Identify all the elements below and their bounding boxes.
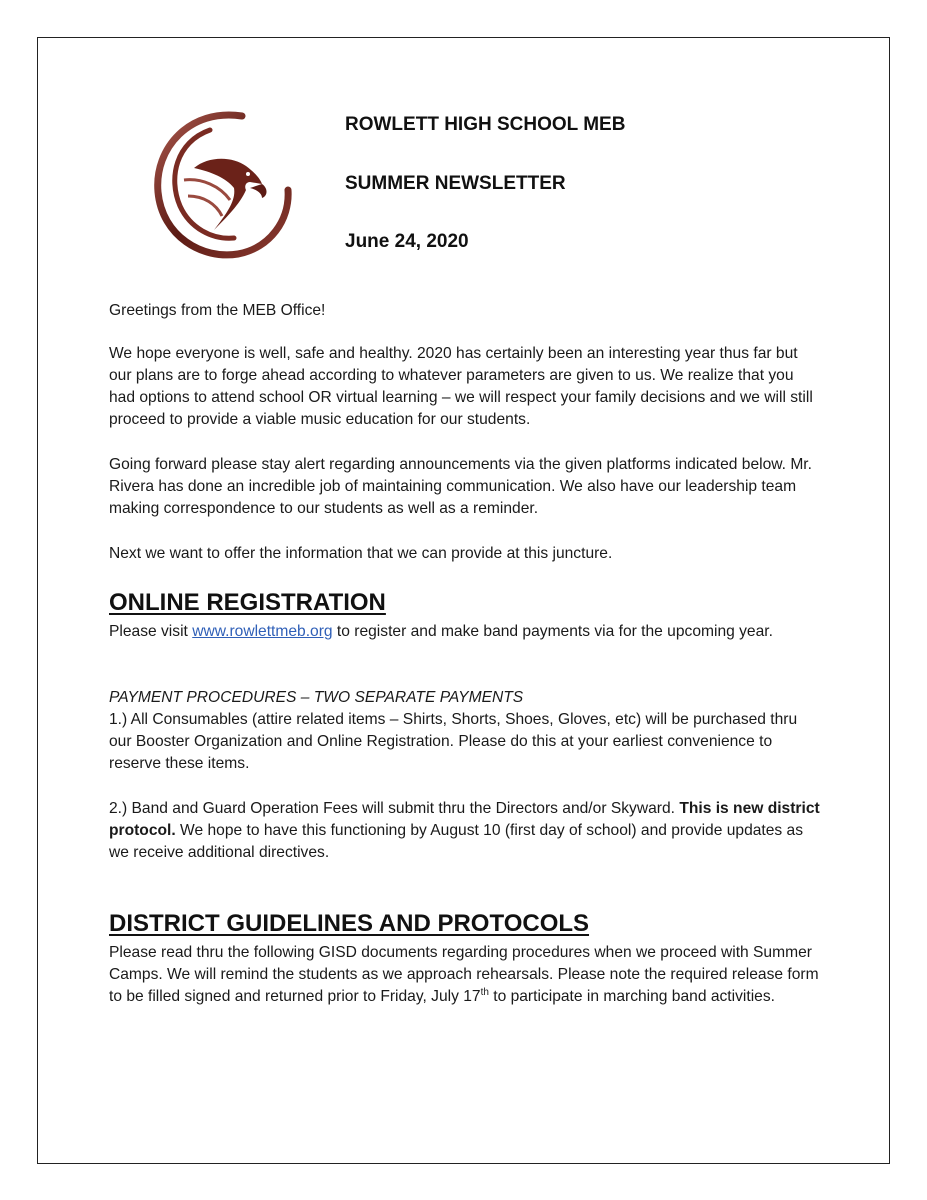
registration-paragraph	[109, 621, 821, 643]
newsletter-title: SUMMER NEWSLETTER	[345, 173, 566, 194]
eagle-logo-icon	[150, 108, 292, 260]
online-registration-heading: ONLINE REGISTRATION	[109, 589, 386, 616]
school-name: ROWLETT HIGH SCHOOL MEB	[345, 114, 626, 135]
intro-paragraph-2: Going forward please stay alert regarding announcements via the given platforms indicated below. Mr. Rivera has done an incredible job of maintaining communication. We also have our leadership team making correspondence to our students as well as a reminder.	[109, 456, 812, 517]
item2-bold: This is new district protocol.	[109, 800, 820, 839]
greeting: Greetings from the MEB Office!	[109, 302, 326, 319]
payment-procedures-heading: PAYMENT PROCEDURES – TWO SEPARATE PAYMENTS	[109, 689, 524, 706]
payment-item-1: 1.) All Consumables (attire related items – Shirts, Shorts, Shoes, Gloves, etc) will be purchased thru our Booster Organization and Online Registration. Please do this at your earliest convenience to reserve these items.	[109, 711, 798, 772]
district-guidelines-heading: DISTRICT GUIDELINES AND PROTOCOLS	[109, 910, 590, 937]
district-guidelines-paragraph	[109, 942, 821, 1008]
newsletter-date: June 24, 2020	[345, 231, 469, 252]
item2-suffix: We hope to have this functioning by August 10 (first day of school) and provide updates as we receive additional directives.	[109, 822, 804, 861]
payment-item-2	[109, 798, 821, 864]
guidelines-suffix: to participate in marching band activities.	[488, 988, 775, 1005]
visit-suffix: to register and make band payments via for the upcoming year.	[332, 623, 773, 640]
intro-paragraph-1: We hope everyone is well, safe and healthy. 2020 has certainly been an interesting year thus far but our plans are to forge ahead according to whatever parameters are given to us. We realize that you had options to attend school OR virtual learning – we will respect your family decisions and we will still proceed to provide a viable music education for our students.	[109, 345, 813, 428]
guidelines-text: Please read thru the following GISD documents regarding procedures when we proceed with Summer Camps. We will remind the students as we approach rehearsals. Please note the required release form to be filled signed and returned prior to Friday, July 17	[109, 944, 819, 1005]
guidelines-sup: th	[480, 986, 489, 998]
visit-prefix: Please visit	[109, 623, 193, 640]
item2-prefix: 2.) Band and Guard Operation Fees will submit thru the Directors and/or Skyward.	[109, 800, 680, 817]
rowlettmeb-link[interactable]: www.rowlettmeb.org	[192, 623, 333, 640]
intro-paragraph-3: Next we want to offer the information that we can provide at this juncture.	[109, 545, 613, 562]
